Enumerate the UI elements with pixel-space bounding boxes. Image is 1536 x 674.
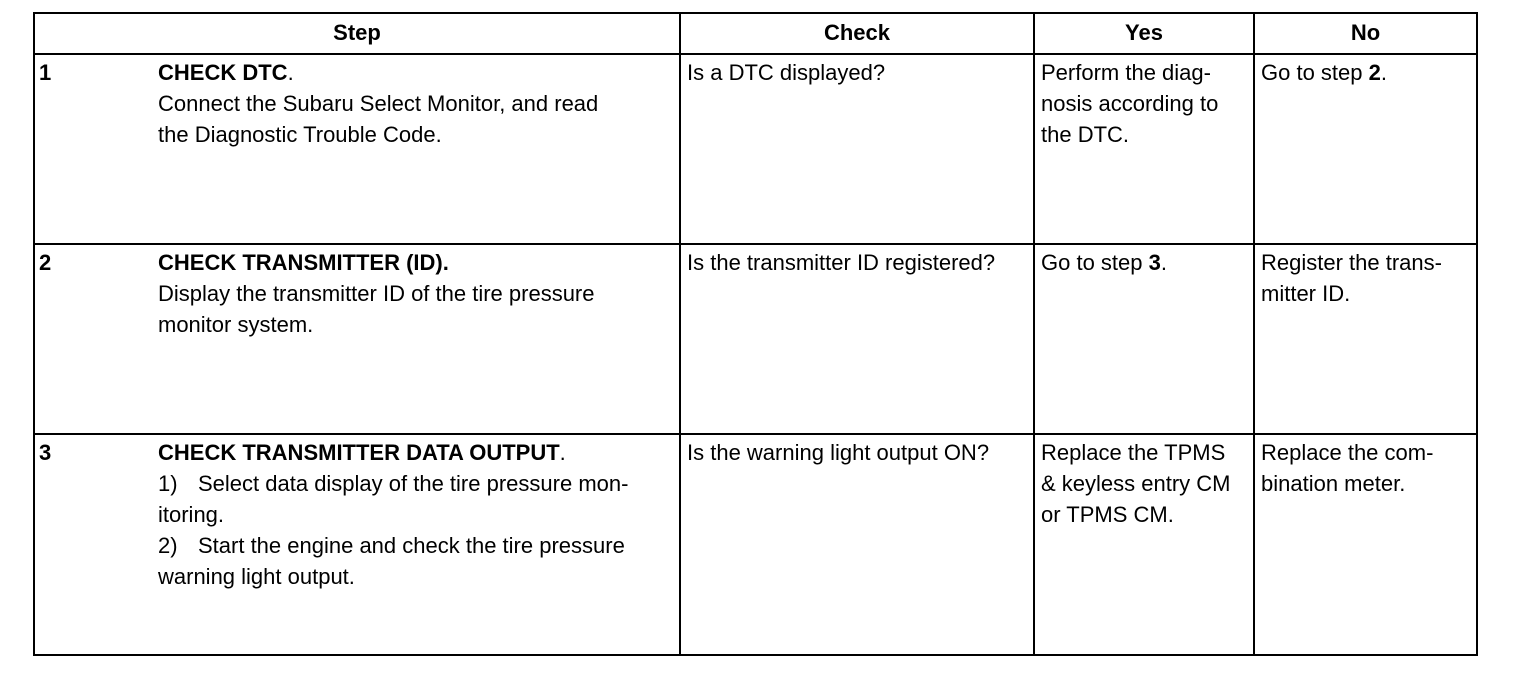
no-cell — [1254, 434, 1477, 655]
step-text-line: the Diagnostic Trouble Code. — [158, 122, 442, 147]
step-number: 3 — [39, 440, 52, 465]
step-title-text: CHECK DTC — [158, 60, 288, 85]
yes-prefix: Go to step — [1041, 250, 1149, 275]
step-body — [158, 57, 674, 150]
step-cell — [34, 54, 680, 244]
no-cell — [1254, 244, 1477, 434]
no-line: mitter ID. — [1261, 281, 1351, 306]
header-step: Step — [34, 13, 680, 54]
step-number: 2 — [39, 250, 52, 275]
step-body — [158, 247, 674, 340]
list-item-number: 1) — [158, 471, 178, 496]
check-cell: Is the warning light output ON? — [680, 434, 1034, 655]
table-row — [34, 244, 1477, 434]
yes-line: or TPMS CM. — [1041, 502, 1174, 527]
step-title — [158, 57, 674, 88]
yes-suffix: . — [1160, 250, 1167, 275]
yes-line: & keyless entry CM — [1041, 471, 1231, 496]
yes-line: nosis according to — [1041, 91, 1219, 116]
list-item-continuation: itoring. — [158, 502, 225, 527]
no-suffix: . — [1380, 60, 1387, 85]
step-title — [158, 437, 674, 468]
header-yes: Yes — [1034, 13, 1254, 54]
step-text-line: Connect the Subaru Select Monitor, and read — [158, 91, 599, 116]
check-cell: Is the transmitter ID registered? — [680, 244, 1034, 434]
step-title-suffix: . — [559, 440, 566, 465]
step-cell — [34, 244, 680, 434]
no-line: Register the trans- — [1261, 250, 1442, 275]
step-cell — [34, 434, 680, 655]
diagnostic-table — [33, 12, 1478, 656]
step-number: 1 — [39, 60, 52, 85]
step-text-line: monitor system. — [158, 312, 314, 337]
list-item-continuation: warning light output. — [158, 564, 355, 589]
header-row — [34, 13, 1477, 54]
yes-line: Replace the TPMS — [1041, 440, 1226, 465]
step-body — [158, 437, 674, 592]
list-item — [158, 530, 674, 561]
yes-step-ref: 3 — [1148, 250, 1161, 275]
check-cell: Is a DTC displayed? — [680, 54, 1034, 244]
list-item-number: 2) — [158, 533, 178, 558]
yes-line: the DTC. — [1041, 122, 1130, 147]
no-prefix: Go to step — [1261, 60, 1369, 85]
yes-cell — [1034, 434, 1254, 655]
list-item-text: Start the engine and check the tire pressure — [198, 533, 625, 558]
table-row — [34, 54, 1477, 244]
no-line: bination meter. — [1261, 471, 1406, 496]
yes-cell — [1034, 244, 1254, 434]
header-no: No — [1254, 13, 1477, 54]
header-check: Check — [680, 13, 1034, 54]
list-item-text: Select data display of the tire pressure mon- — [198, 471, 629, 496]
list-item — [158, 468, 674, 499]
no-line: Replace the com- — [1261, 440, 1434, 465]
no-step-ref: 2 — [1368, 60, 1381, 85]
step-text-line: Display the transmitter ID of the tire pressure — [158, 281, 595, 306]
yes-cell — [1034, 54, 1254, 244]
yes-line: Perform the diag- — [1041, 60, 1211, 85]
step-title-text: CHECK TRANSMITTER DATA OUTPUT — [158, 440, 560, 465]
step-title-suffix: . — [287, 60, 294, 85]
step-title: CHECK TRANSMITTER (ID). — [158, 250, 449, 275]
table-row — [34, 434, 1477, 655]
no-cell — [1254, 54, 1477, 244]
